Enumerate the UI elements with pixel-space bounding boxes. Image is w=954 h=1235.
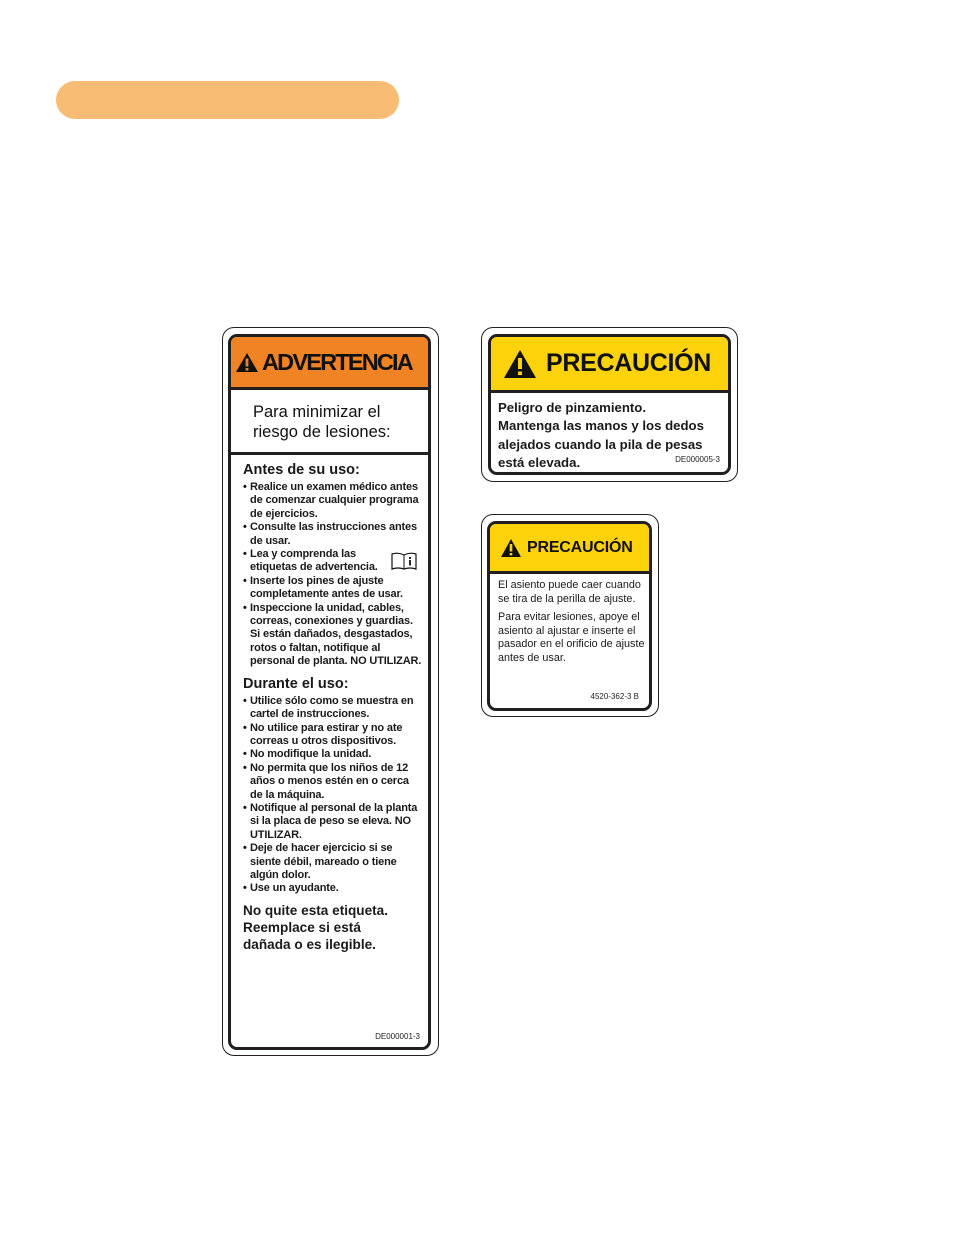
during-use-item: • Use un ayudante. — [243, 882, 422, 895]
read-manual-icon — [391, 552, 417, 575]
caution-1-code: DE000005-3 — [675, 455, 720, 464]
during-use-heading: Durante el uso: — [243, 675, 349, 692]
before-use-item: • Realice un examen médico antes de comenzar cualquier programa de ejercicios. — [243, 481, 422, 521]
caution-2-paragraph-1: El asiento puede caer cuando se tira de la perilla de ajuste. — [498, 579, 641, 605]
caution-1-title: PRECAUCIÓN — [546, 349, 712, 377]
during-use-item: • No permita que los niños de 12 años o menos estén en o cerca de la máquina. — [243, 762, 422, 802]
warning-subtitle-line-2: riesgo de lesiones: — [253, 423, 391, 441]
caution-1-line-2: Mantenga las manos y los dedos — [498, 418, 704, 434]
warning-body — [231, 455, 428, 953]
caution-2-code: 4520-362-3 B — [590, 692, 639, 701]
before-use-item: • Consulte las instrucciones antes de usar. — [243, 521, 422, 548]
warning-label — [228, 334, 431, 1050]
caution-1-line-3: alejados cuando la pila de pesas — [498, 436, 703, 452]
do-not-remove-note — [243, 902, 422, 953]
during-use-item: • No modifique la unidad. — [243, 748, 422, 761]
before-use-item: • Lea y comprenda las etiquetas de advertencia. — [243, 548, 422, 575]
during-use-list — [243, 695, 422, 896]
final-note-line-3: dañada o es ilegible. — [243, 936, 376, 952]
warning-title: ADVERTENCIA — [262, 348, 412, 375]
warning-label-code: DE000001-3 — [375, 1032, 420, 1041]
during-use-item: • Utilice sólo como se muestra en cartel de instrucciones. — [243, 695, 422, 722]
warning-triangle-icon — [500, 538, 522, 558]
warning-subtitle — [231, 390, 428, 455]
before-use-item: • Inserte los pines de ajuste completamente antes de usar. — [243, 575, 422, 602]
warning-triangle-icon — [503, 349, 537, 379]
caution-label-2 — [487, 521, 652, 711]
caution-2-paragraph-2: Para evitar lesiones, apoye el asiento al ajustar e inserte el pasador en el orificio de ajuste antes de usar. — [498, 611, 645, 664]
before-use-heading: Antes de su uso: — [243, 462, 360, 478]
warning-subtitle-line-1: Para minimizar el — [253, 403, 381, 421]
caution-2-header — [490, 524, 649, 574]
caution-2-body — [490, 574, 649, 665]
before-use-item: • Inspeccione la unidad, cables, correas, conexiones y guardias. Si están dañados, desgastados, rotos o faltan, notifique al personal de planta. NO UTILIZAR. — [243, 602, 422, 669]
warning-triangle-icon — [235, 352, 259, 373]
warning-header — [231, 337, 428, 390]
during-use-item: • No utilice para estirar y no ate correas u otros dispositivos. — [243, 722, 422, 749]
caution-label-1 — [488, 334, 731, 475]
section-tab-pill — [56, 81, 399, 119]
caution-1-line-1: Peligro de pinzamiento. — [498, 400, 647, 415]
during-use-item: • Deje de hacer ejercicio si se siente débil, mareado o tiene algún dolor. — [243, 842, 422, 882]
caution-1-line-4: está elevada. — [498, 454, 581, 470]
caution-1-header — [491, 337, 728, 393]
during-use-item: • Notifique al personal de la planta si la placa de peso se eleva. NO UTILIZAR. — [243, 802, 422, 842]
caution-2-title: PRECAUCIÓN — [527, 538, 633, 556]
final-note-line-2: Reemplace si está — [243, 919, 361, 935]
final-note-line-1: No quite esta etiqueta. — [243, 902, 389, 918]
